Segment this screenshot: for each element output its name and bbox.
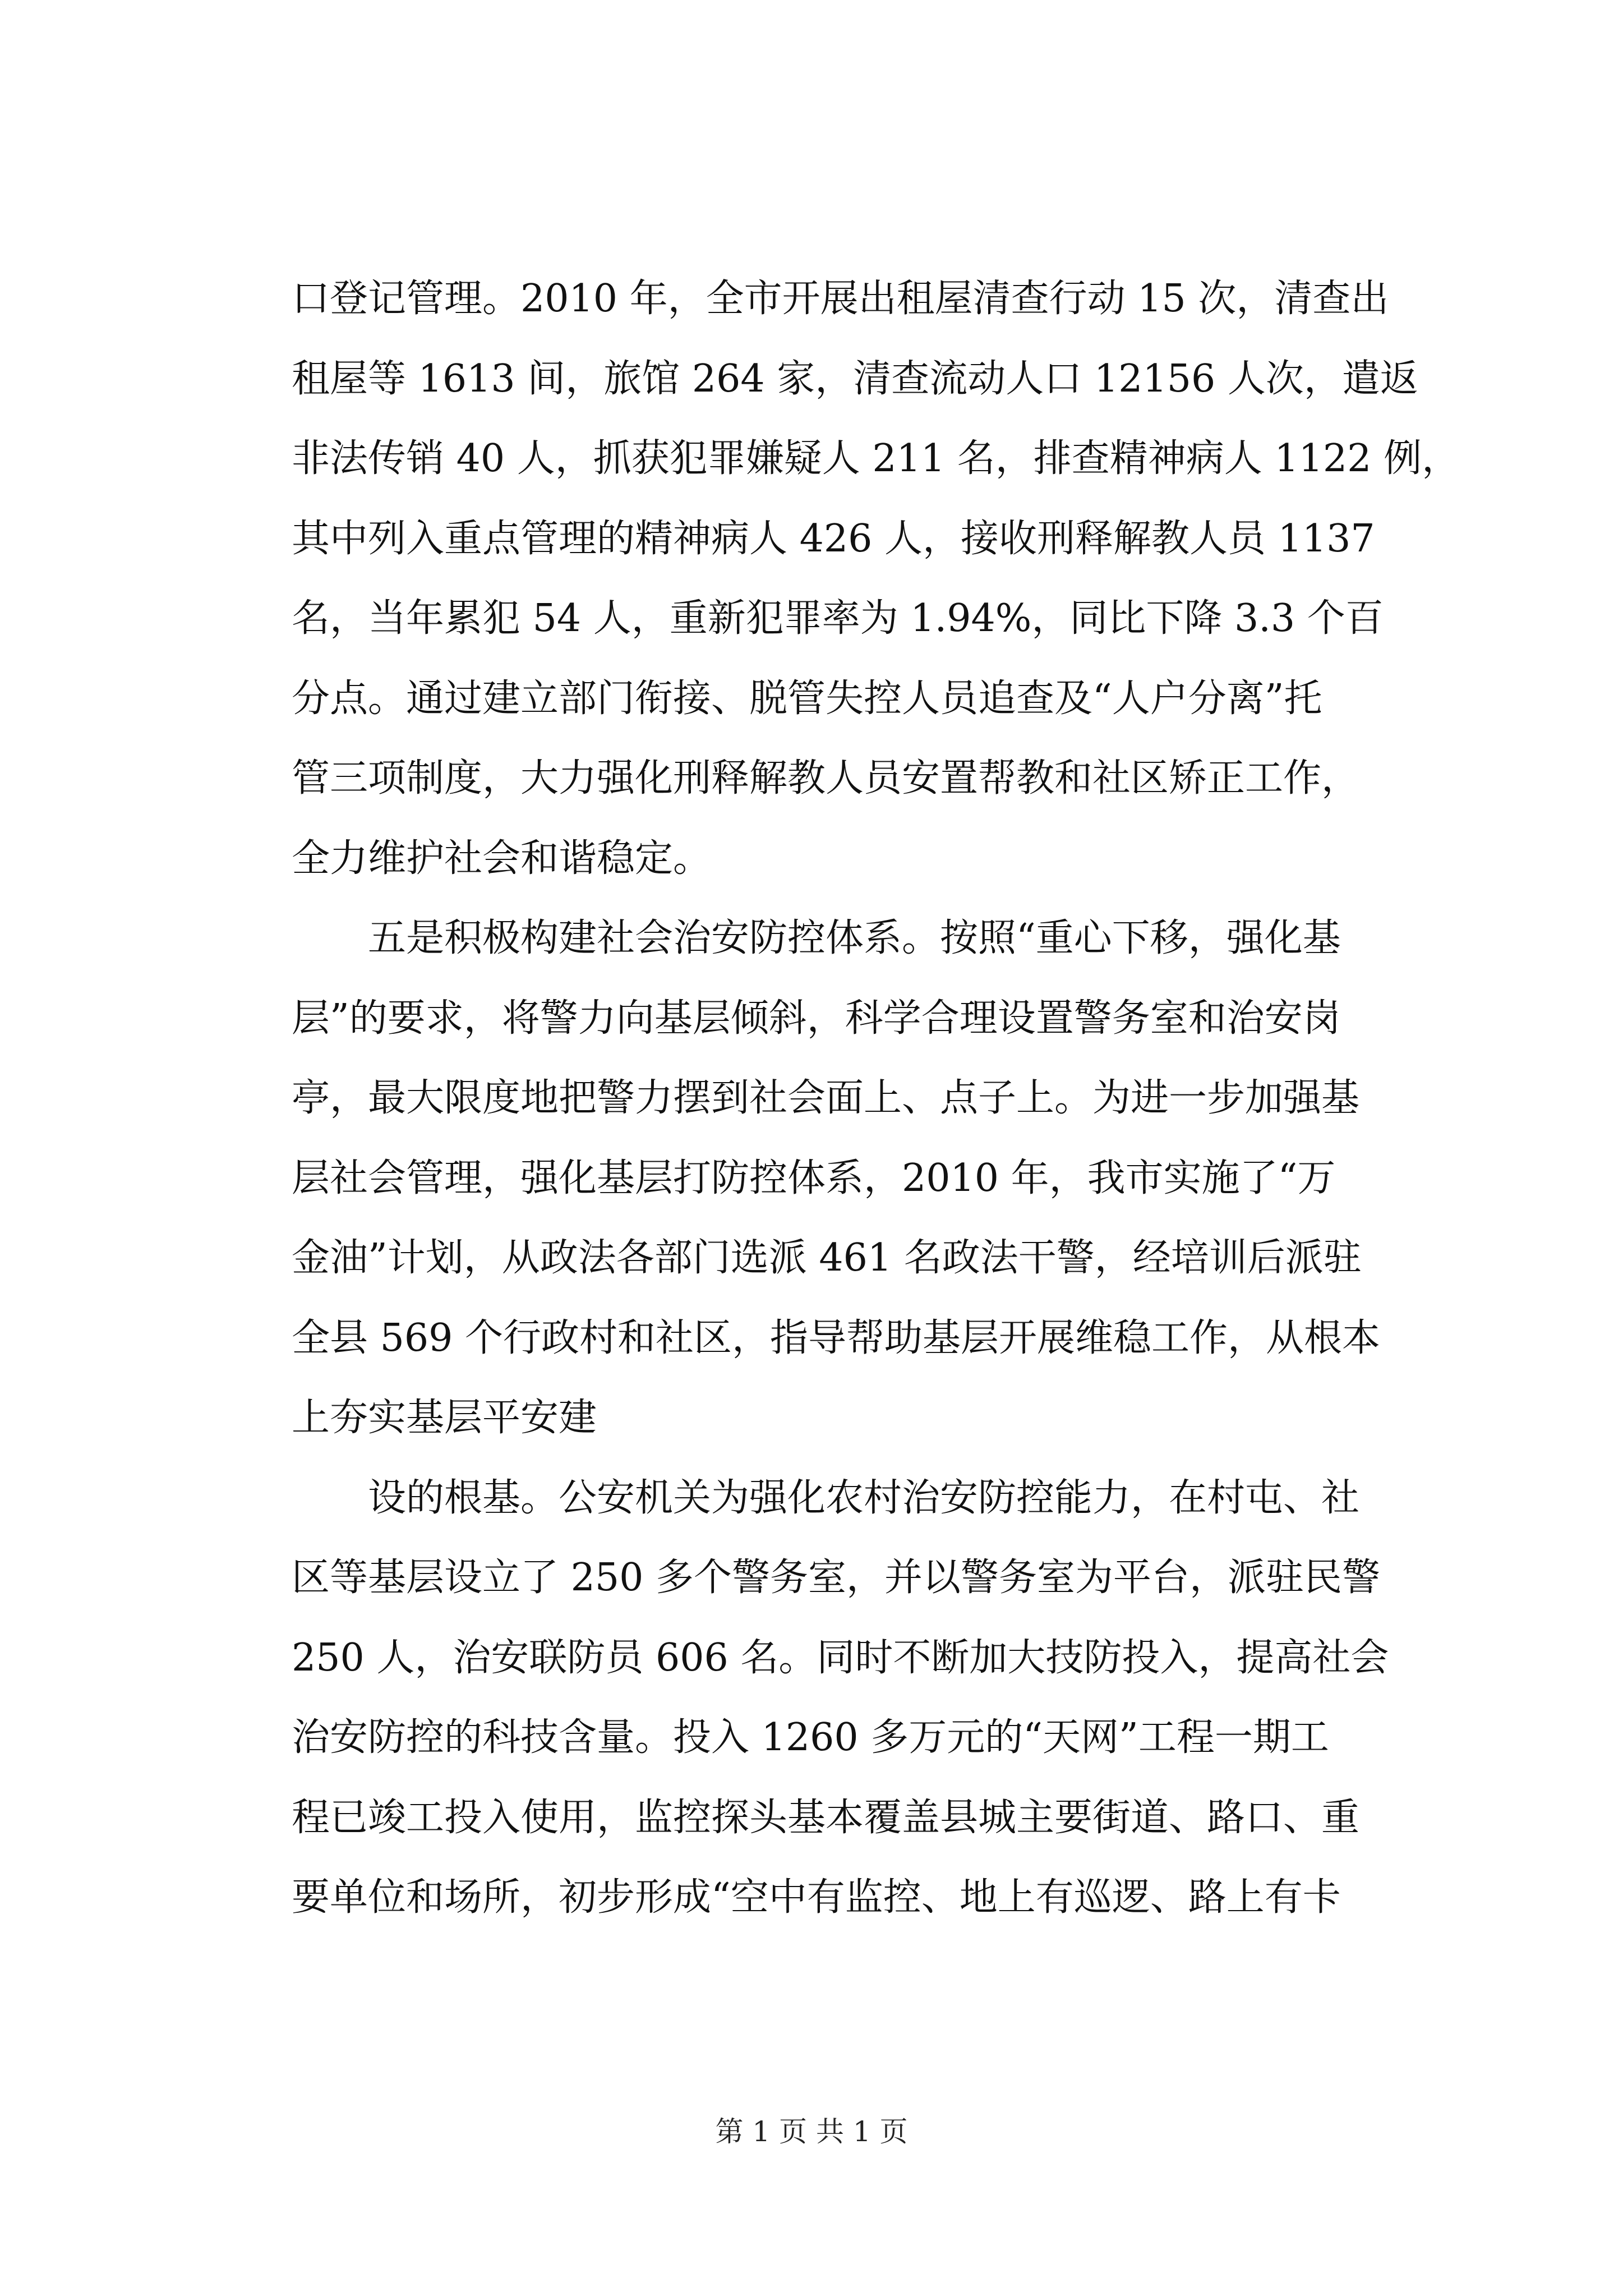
text-line: 层社会管理，强化基层打防控体系，2010 年，我市实施了“万 — [292, 1156, 1336, 1200]
text-line: 要单位和场所，初步形成“空中有监控、地上有巡逻、路上有卡 — [292, 1875, 1341, 1920]
text-line: 名，当年累犯 54 人，重新犯罪率为 1.94%，同比下降 3.3 个百 — [292, 596, 1384, 641]
text-line: 管三项制度，大力强化刑释解教人员安置帮教和社区矫正工作， — [292, 756, 1360, 800]
text-line: 非法传销 40 人，抓获犯罪嫌疑人 211 名，排查精神病人 1122 例， — [292, 436, 1460, 481]
text-line: 分点。通过建立部门衔接、脱管失控人员追查及“人户分离”托 — [292, 676, 1322, 721]
page-footer: 第 1 页 共 1 页 — [715, 2115, 908, 2148]
text-line: 全县 569 个行政村和社区，指导帮助基层开展维稳工作，从根本 — [292, 1315, 1381, 1360]
text-line: 全力维护社会和谐稳定。 — [292, 836, 712, 881]
text-line: 亭，最大限度地把警力摆到社会面上、点子上。为进一步加强基 — [292, 1076, 1360, 1120]
text-line: 租屋等 1613 间，旅馆 264 家，清查流动人口 12156 人次，遣返 — [292, 356, 1418, 401]
text-line: 设的根基。公安机关为强化农村治安防控能力，在村屯、社 — [368, 1475, 1360, 1520]
text-line: 程已竣工投入使用，监控探头基本覆盖县城主要街道、路口、重 — [292, 1795, 1360, 1840]
text-line: 其中列入重点管理的精神病人 426 人，接收刑释解教人员 1137 — [292, 516, 1375, 561]
document-body — [292, 259, 1460, 1938]
text-line: 上夯实基层平安建 — [292, 1396, 597, 1440]
text-line: 治安防控的科技含量。投入 1260 多万元的“天网”工程一期工 — [292, 1715, 1329, 1760]
text-line: 金油”计划，从政法各部门选派 461 名政法干警，经培训后派驻 — [292, 1236, 1362, 1280]
text-line: 五是积极构建社会治安防控体系。按照“重心下移，强化基 — [368, 916, 1341, 960]
text-line: 区等基层设立了 250 多个警务室，并以警务室为平台，派驻民警 — [292, 1556, 1381, 1600]
text-line: 250 人，治安联防员 606 名。同时不断加大技防投入，提高社会 — [292, 1635, 1389, 1680]
text-line: 层”的要求，将警力向基层倾斜，科学合理设置警务室和治安岗 — [292, 996, 1341, 1041]
text-line: 口登记管理。2010 年，全市开展出租屋清查行动 15 次，清查出 — [292, 277, 1389, 321]
